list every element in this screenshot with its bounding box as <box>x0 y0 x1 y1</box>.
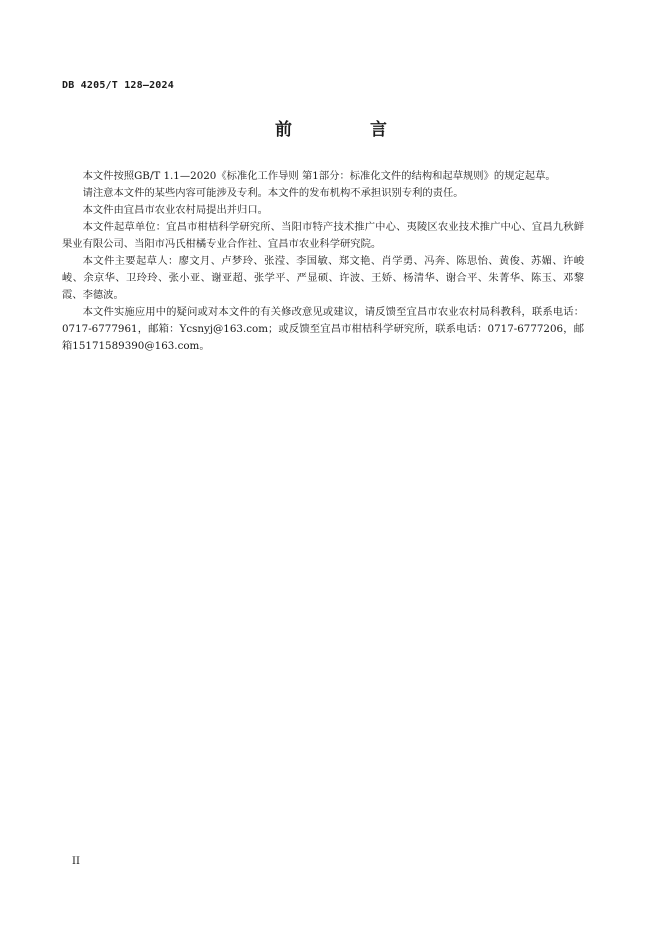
paragraph-contact: 本文件实施应用中的疑问或对本文件的有关修改意见或建议，请反馈至宜昌市农业农村局科教科，联系电话：0717-6777961，邮箱：Ycsnyj@163.com；或反馈至宜昌市柑桔科学研究所，联系电话：0717-6777206，邮箱15171589390@163.com。 <box>62 306 584 352</box>
paragraph-drafters: 本文件主要起草人：廖文月、卢梦玲、张滢、李国敏、郑文艳、肖学勇、冯奔、陈思怡、黄俊、苏媚、许峻崚、余京华、卫玲玲、张小亚、谢亚超、张学平、严显硕、许波、王娇、杨清华、谢合平、朱菁华、陈玉、邓黎霞、李德波。 <box>62 255 584 301</box>
document-code: DB 4205/T 128—2024 <box>62 80 174 91</box>
paragraph-patent-notice: 请注意本文件的某些内容可能涉及专利。本文件的发布机构不承担识别专利的责任。 <box>82 187 464 199</box>
foreword-body <box>62 168 584 355</box>
page-title: 前 言 <box>275 120 423 140</box>
paragraph-drafting-units: 本文件起草单位：宜昌市柑桔科学研究所、当阳市特产技术推广中心、夷陵区农业技术推广中心、宜昌九秋鲜果业有限公司、当阳市冯氏柑橘专业合作社、宜昌市农业科学研究院。 <box>62 221 584 250</box>
paragraph-drafting-rules: 本文件按照GB/T 1.1—2020《标准化工作导则 第1部分：标准化文件的结构和起草规则》的规定起草。 <box>82 170 556 182</box>
page-number: II <box>72 856 80 867</box>
paragraph-proposer: 本文件由宜昌市农业农村局提出并归口。 <box>82 204 268 216</box>
